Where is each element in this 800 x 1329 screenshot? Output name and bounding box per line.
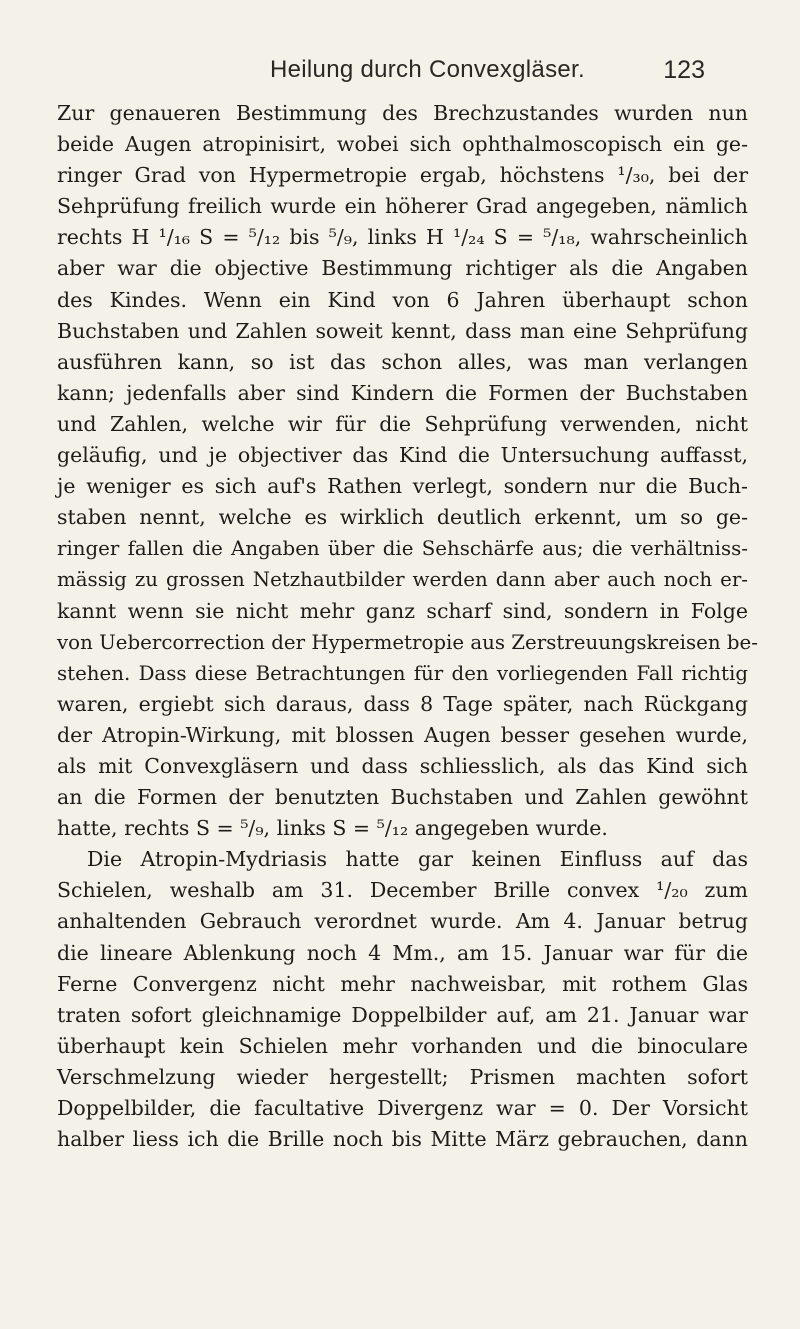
text-line: Zur genaueren Bestimmung des Brechzustandes wurden nun <box>57 101 748 125</box>
text-line: kannt wenn sie nicht mehr ganz scharf sind, sondern in Folge <box>57 598 748 623</box>
text-line: halber liess ich die Brille noch bis Mitte März gebrauchen, dann <box>57 1127 748 1152</box>
text-line: als mit Convexgläsern und dass schliesslich, als das Kind sich <box>57 753 748 778</box>
paragraph-start-line: Die Atropin-Mydriasis hatte gar keinen Einfluss auf das <box>87 847 748 872</box>
text-line: waren, ergiebt sich daraus, dass 8 Tage später, nach Rückgang <box>57 691 748 716</box>
text-line: Sehprüfung freilich wurde ein höherer Grad angegeben, nämlich <box>57 194 748 219</box>
text-line: je weniger es sich auf's Rathen verlegt, sondern nur die Buch- <box>57 474 748 499</box>
body-text <box>57 98 758 1155</box>
text-line: überhaupt kein Schielen mehr vorhanden und die binoculare <box>57 1033 748 1058</box>
text-line: Schielen, weshalb am 31. December Brille convex ¹/₂₀ zum <box>57 878 748 903</box>
text-line: der Atropin-Wirkung, mit blossen Augen besser gesehen wurde, <box>57 722 748 747</box>
text-line: rechts H ¹/₁₆ S = ⁵/₁₂ bis ⁵/₉, links H ¹/₂₄ S = ⁵/₁₈, wahrscheinlich <box>57 225 748 250</box>
text-line: die lineare Ablenkung noch 4 Mm., am 15. Januar war für die <box>57 940 748 965</box>
text-line: ringer Grad von Hypermetropie ergab, höchstens ¹/₃₀, bei der <box>57 163 748 188</box>
text-line: beide Augen atropinisirt, wobei sich ophthalmoscopisch ein ge- <box>57 132 748 157</box>
text-line: stehen. Dass diese Betrachtungen für den vorliegenden Fall richtig <box>57 661 748 685</box>
text-line: Verschmelzung wieder hergestellt; Prismen machten sofort <box>57 1064 748 1089</box>
text-line: Buchstaben und Zahlen soweit kennt, dass man eine Sehprüfung <box>57 318 748 343</box>
text-line: ringer fallen die Angaben über die Sehschärfe aus; die verhältniss- <box>57 537 748 561</box>
text-line: aber war die objective Bestimmung richtiger als die Angaben <box>57 256 748 281</box>
text-line: mässig zu grossen Netzhautbilder werden dann aber auch noch er- <box>57 568 748 592</box>
text-line: traten sofort gleichnamige Doppelbilder auf, am 21. Januar war <box>57 1002 748 1027</box>
page-number: 123 <box>663 56 705 84</box>
text-line: und Zahlen, welche wir für die Sehprüfung verwenden, nicht <box>57 411 748 436</box>
text-line: ausführen kann, so ist das schon alles, was man verlangen <box>57 349 748 374</box>
text-line: Doppelbilder, die facultative Divergenz war = 0. Der Vorsicht <box>57 1096 748 1120</box>
text-line: des Kindes. Wenn ein Kind von 6 Jahren überhaupt schon <box>57 287 748 312</box>
text-line: geläufig, und je objectiver das Kind die Untersuchung auffasst, <box>57 443 748 468</box>
text-line: staben nennt, welche es wirklich deutlich erkennt, um so ge- <box>57 505 748 530</box>
running-head <box>150 56 705 96</box>
text-line: an die Formen der benutzten Buchstaben und Zahlen gewöhnt <box>57 785 748 810</box>
text-line: kann; jedenfalls aber sind Kindern die Formen der Buchstaben <box>57 380 748 405</box>
running-title: Heilung durch Convexgläser. <box>270 56 585 83</box>
paragraph-end-line: hatte, rechts S = ⁵/₉, links S = ⁵/₁₂ angegeben wurde. <box>57 816 608 841</box>
text-line: von Uebercorrection der Hypermetropie aus Zerstreuungskreisen be- <box>57 630 758 654</box>
text-line: Ferne Convergenz nicht mehr nachweisbar, mit rothem Glas <box>57 971 748 996</box>
text-line: anhaltenden Gebrauch verordnet wurde. Am 4. Januar betrug <box>57 909 748 934</box>
